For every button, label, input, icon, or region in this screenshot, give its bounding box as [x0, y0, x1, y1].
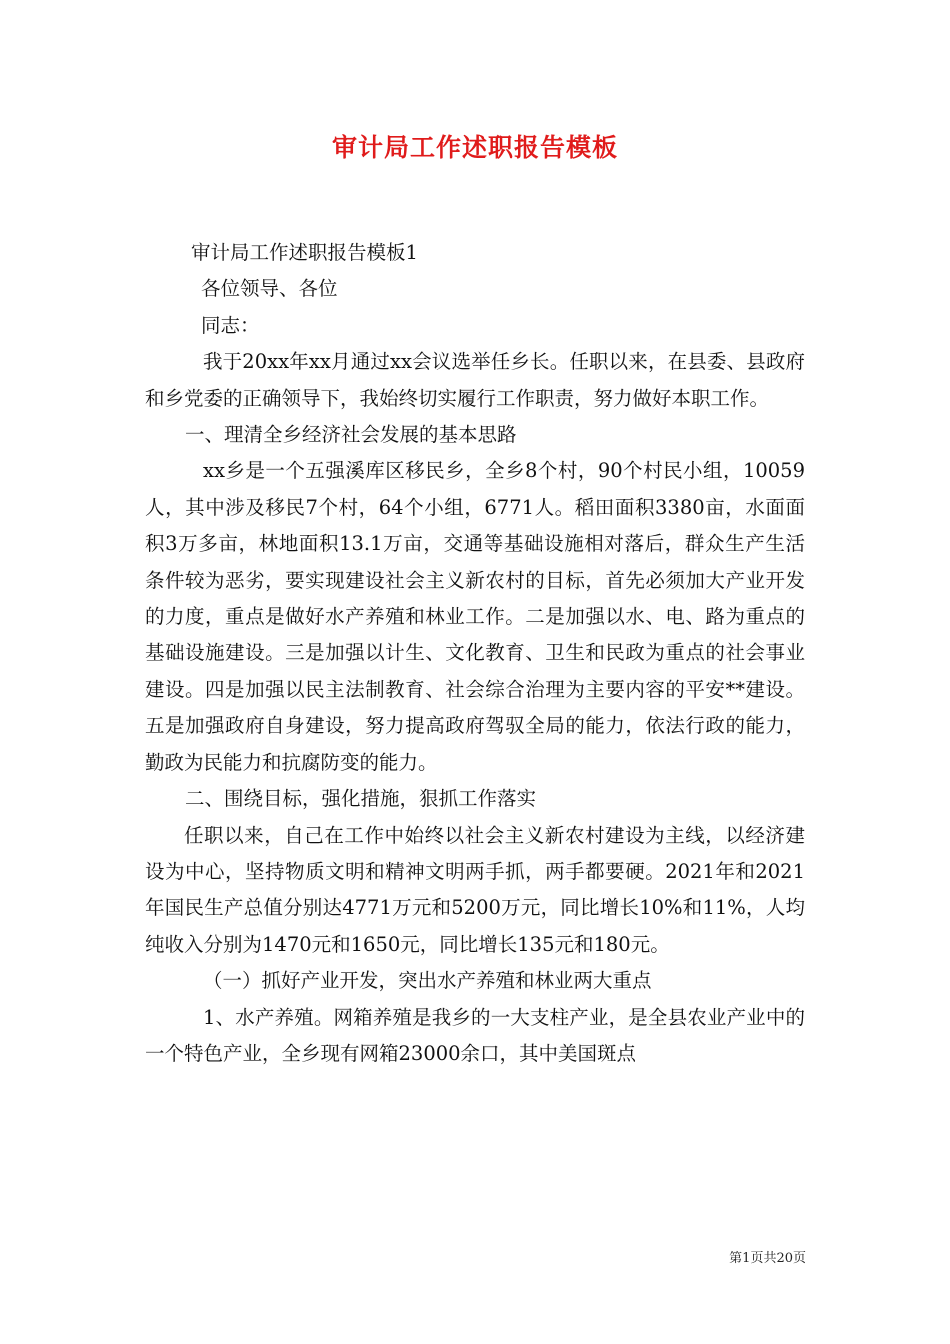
- body-paragraph: 任职以来，自己在工作中始终以社会主义新农村建设为主线，以经济建设为中心，坚持物质文明和精神文明两手抓，两手都要硬。2021年和2021年国民生产总值分别达4771万元和5200万元，同比增长10%和11%，人均纯收入分别为1470元和1650元，同比增长135元和180元。: [145, 823, 805, 956]
- subsection-heading: （一）抓好产业开发，突出水产养殖和林业两大重点: [203, 969, 652, 993]
- document-title: 审计局工作述职报告模板: [331, 133, 618, 162]
- section-heading: 二、围绕目标，强化措施，狠抓工作落实: [185, 787, 537, 811]
- document-body: [145, 235, 805, 1072]
- body-paragraph: 我于20xx年xx月通过xx会议选举任乡长。任职以来，在县委、县政府和乡党委的正确领导下，我始终切实履行工作职责，努力做好本职工作。: [145, 350, 805, 410]
- salutation-line: 同志：: [201, 313, 260, 337]
- section-heading: 一、理清全乡经济社会发展的基本思路: [185, 423, 517, 447]
- body-paragraph: xx乡是一个五强溪库区移民乡，全乡8个村，90个村民小组，10059人，其中涉及移民7个村，64个小组，6771人。稻田面积3380亩，水面面积3万多亩，林地面积13.1万亩，交通等基础设施相对落后，群众生产生活条件较为恶劣，要实现建设社会主义新农村的目标，首先必须加大产业开发的力度，重点是做好水产养殖和林业工作。二是加强以水、电、路为重点的基础设施建设。三是加强以计生、文化教育、卫生和民政为重点的社会事业建设。四是加强以民主法制教育、社会综合治理为主要内容的平安**建设。五是加强政府自身建设，努力提高政府驾驭全局的能力，依法行政的能力，勤政为民能力和抗腐防变的能力。: [145, 459, 805, 774]
- salutation-line: 各位领导、各位: [201, 277, 338, 301]
- body-paragraph: 1、水产养殖。网箱养殖是我乡的一大支柱产业，是全县农业产业中的一个特色产业，全乡现有网箱23000余口，其中美国斑点: [145, 1005, 805, 1065]
- page-number: 第1页共20页: [729, 1251, 806, 1266]
- subtitle-line: 审计局工作述职报告模板1: [191, 241, 418, 264]
